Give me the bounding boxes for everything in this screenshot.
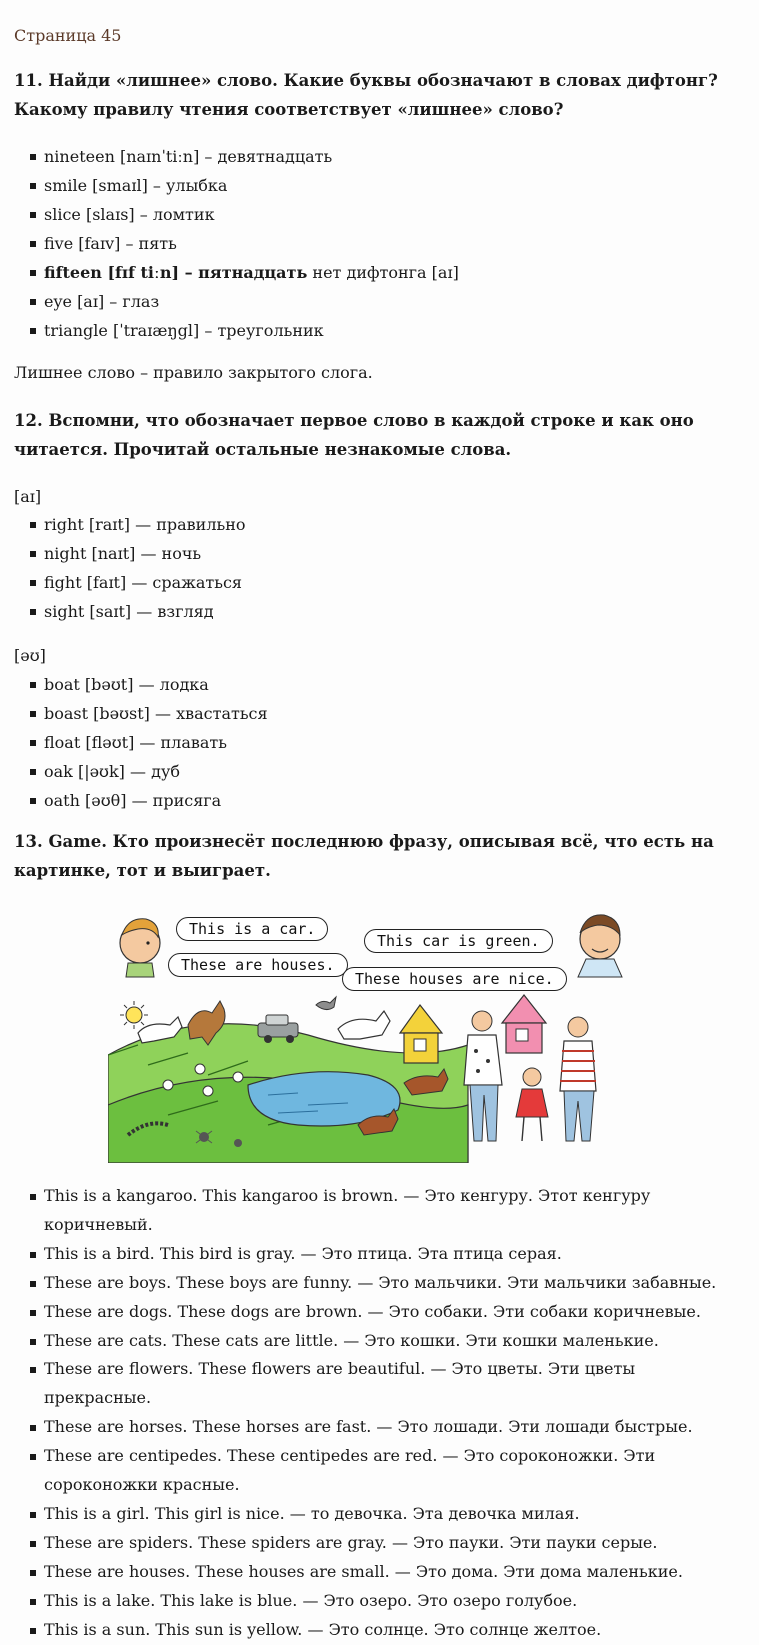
list-item: These are cats. These cats are little. — Это кошки. Эти кошки маленькие. <box>0 1327 735 1356</box>
task11-conclusion: Лишнее слово – правило закрытого слога. <box>14 363 373 382</box>
list-item: These are boys. These boys are funny. — Это мальчики. Эти мальчики забавные. <box>0 1269 735 1298</box>
list-item: These are centipedes. These centipedes are red. — Это сороконожки. Эти <box>0 1442 735 1471</box>
list-item: float [fləʊt] — плавать <box>0 728 735 757</box>
horse-right-icon <box>338 1011 390 1039</box>
speech-bubble: This car is green. <box>364 929 553 953</box>
list-item: nineteen [naɪnˈtiːn] – девятнадцать <box>0 142 735 171</box>
list-item: night [naɪt] — ночь <box>0 539 735 568</box>
girl-icon <box>516 1068 548 1141</box>
bird-icon <box>316 997 336 1010</box>
list-item: triangle [ˈtraɪæŋgl] – треугольник <box>0 316 735 345</box>
man-right-icon <box>560 1017 596 1141</box>
group1-label: [aɪ] <box>14 487 42 506</box>
task13-title-line2: картинке, тот и выиграет. <box>14 861 271 880</box>
task12-title-line1: 12. Вспомни, что обозначает первое слово в каждой строке и как оно <box>14 411 694 430</box>
list-item: five [faɪv] – пять <box>0 229 735 258</box>
breadcrumb[interactable]: Страница 45 <box>14 26 122 45</box>
task11-title <box>14 66 734 124</box>
list-item: right [raɪt] — правильно <box>0 510 735 539</box>
list-item: These are houses. These houses are small. — Это дома. Эти дома маленькие. <box>0 1558 735 1587</box>
task11-title-line1: 11. Найди «лишнее» слово. Какие буквы обозначают в словах дифтонг? <box>14 71 718 90</box>
list-item: smile [smaɪl] – улыбка <box>0 171 735 200</box>
list-item: This is a sun. This sun is yellow. — Это солнце. Это солнце желтое. <box>0 1616 735 1645</box>
list-item: oath [əʊθ] — присяга <box>0 786 735 815</box>
task13-sentences-list <box>0 1182 735 1645</box>
speech-bubble: These houses are nice. <box>342 967 567 991</box>
man-icon <box>464 1011 502 1141</box>
sun-icon <box>120 1001 148 1029</box>
list-item: This is a lake. This lake is blue. — Это озеро. Это озеро голубое. <box>0 1587 735 1616</box>
list-item-continuation: коричневый. <box>44 1214 153 1234</box>
speech-bubble: This is a car. <box>176 917 328 941</box>
list-item: These are horses. These horses are fast. — Это лошади. Эти лошади быстрые. <box>0 1413 735 1442</box>
house-pink-icon <box>502 995 546 1053</box>
list-item: This is a kangaroo. This kangaroo is brown. — Это кенгуру. Этот кенгуру <box>0 1182 735 1211</box>
list-item: boast [bəʊst] — хвастаться <box>0 699 735 728</box>
task12-title-line2: читается. Прочитай остальные незнакомые слова. <box>14 440 512 459</box>
list-item-odd-word <box>0 258 735 287</box>
boy-right-icon <box>578 915 622 977</box>
list-item: This is a girl. This girl is nice. — то девочка. Эта девочка милая. <box>0 1500 735 1529</box>
group2-label: [əʊ] <box>14 646 46 665</box>
list-item: boat [bəʊt] — лодка <box>0 670 735 699</box>
list-item: oak [|əʊk] — дуб <box>0 757 735 786</box>
task12-group1-list <box>0 510 735 626</box>
task13-title-line1: 13. Game. Кто произнесёт последнюю фразу, описывая всё, что есть на <box>14 832 714 851</box>
list-item: fight [faɪt] — сражаться <box>0 568 735 597</box>
house-yellow-icon <box>400 1005 442 1063</box>
list-item: sight [saɪt] — взгляд <box>0 597 735 626</box>
list-item: These are flowers. These flowers are beautiful. — Это цветы. Эти цветы прекрасные. <box>0 1355 735 1413</box>
list-item: This is a bird. This bird is gray. — Это птица. Эта птица серая. <box>0 1240 735 1269</box>
task12-title <box>14 406 734 464</box>
speech-bubble: These are houses. <box>168 953 348 977</box>
list-item-continuation: сороконожки красные. <box>44 1475 240 1495</box>
task13-title <box>14 827 734 885</box>
odd-word-note: нет дифтонга [aɪ] <box>307 263 459 282</box>
odd-word: fifteen [fɪf tiːn] – пятнадцать <box>44 263 308 282</box>
task12-group2-list <box>0 670 735 815</box>
task11-list <box>0 142 735 345</box>
game-illustration <box>108 905 648 1163</box>
list-item: slice [slaɪs] – ломтик <box>0 200 735 229</box>
boy-left-icon <box>120 919 160 977</box>
list-item: These are dogs. These dogs are brown. — Это собаки. Эти собаки коричневые. <box>0 1298 735 1327</box>
task11-title-line2: Какому правилу чтения соответствует «лишнее» слово? <box>14 100 564 119</box>
list-item: eye [aɪ] – глаз <box>0 287 735 316</box>
list-item: These are spiders. These spiders are gray. — Это пауки. Эти пауки серые. <box>0 1529 735 1558</box>
